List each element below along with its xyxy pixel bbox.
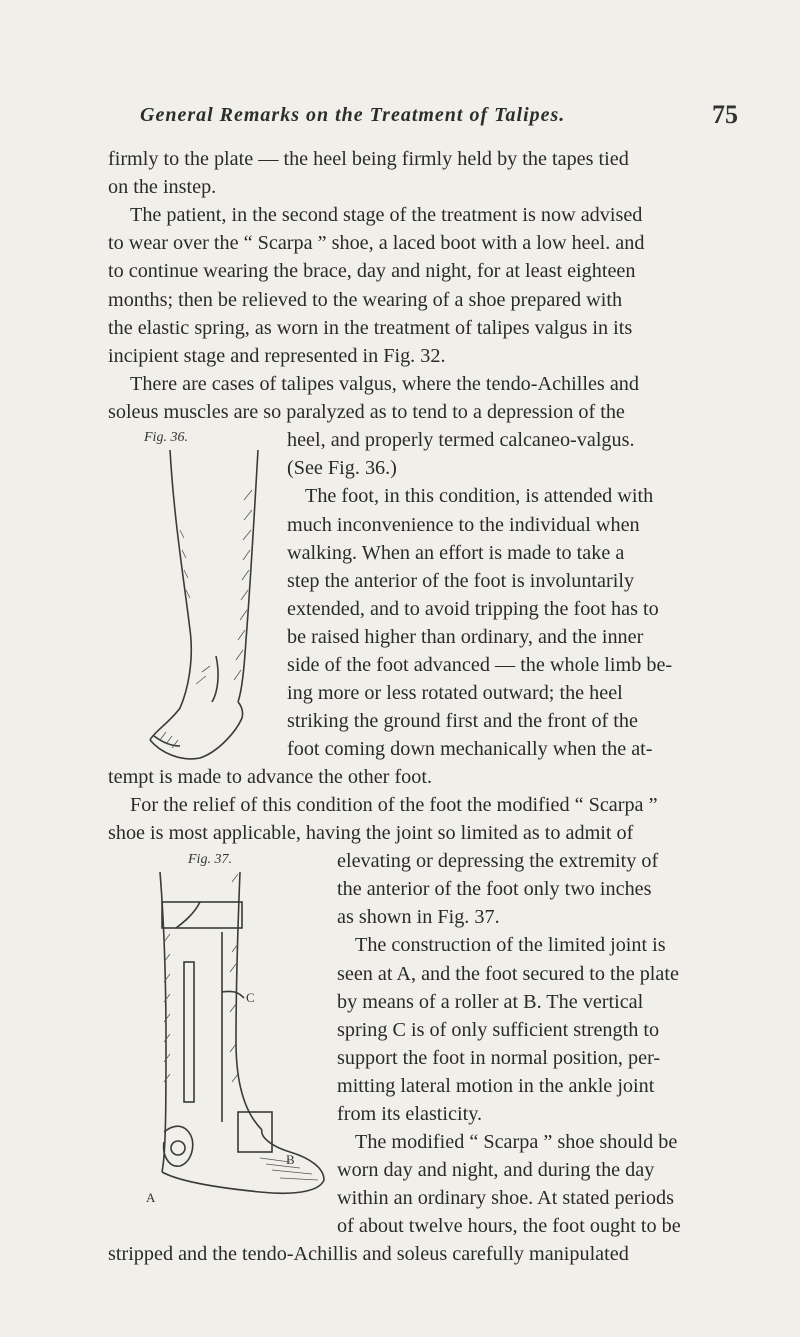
text-line: The patient, in the second stage of the treatment is now advised <box>130 204 643 226</box>
text-line: The foot, in this condition, is attended with <box>305 485 654 507</box>
text-line: be raised higher than ordinary, and the inner <box>287 626 644 648</box>
figure-37-label: Fig. 37. <box>188 852 232 867</box>
figure-36-illustration <box>140 440 280 770</box>
page-number: 75 <box>712 100 738 129</box>
text-line: incipient stage and represented in Fig. 32. <box>108 345 446 367</box>
fig37-label-a: A <box>146 1190 156 1205</box>
figure-36-label: Fig. 36. <box>144 430 188 445</box>
text-line: (See Fig. 36.) <box>287 457 397 479</box>
text-line: worn day and night, and during the day <box>337 1159 655 1181</box>
text-line: step the anterior of the foot is involuntarily <box>287 570 635 592</box>
fig37-label-b: B <box>286 1152 295 1167</box>
text-line: to continue wearing the brace, day and night, for at least eighteen <box>108 260 636 282</box>
text-line: within an ordinary shoe. At stated periods <box>337 1187 674 1209</box>
text-line: walking. When an effort is made to take a <box>287 542 625 564</box>
text-line: elevating or depressing the extremity of <box>337 850 659 872</box>
text-line: the anterior of the foot only two inches <box>337 878 652 900</box>
text-line: on the instep. <box>108 176 217 198</box>
text-line: to wear over the “ Scarpa ” shoe, a laced boot with a low heel. and <box>108 232 645 254</box>
text-line: from its elasticity. <box>337 1103 483 1125</box>
text-line: There are cases of talipes valgus, where the tendo-Achilles and <box>130 373 639 395</box>
text-line: For the relief of this condition of the foot the modified “ Scarpa ” <box>130 794 658 816</box>
text-line: mitting lateral motion in the ankle joint <box>337 1075 655 1097</box>
text-line: seen at A, and the foot secured to the plate <box>337 963 679 985</box>
text-line: tempt is made to advance the other foot. <box>108 766 433 788</box>
text-line: The construction of the limited joint is <box>355 934 666 956</box>
text-line: soleus muscles are so paralyzed as to tend to a depression of the <box>108 401 625 423</box>
text-line: side of the foot advanced — the whole limb be- <box>287 654 673 676</box>
text-line: striking the ground first and the front of the <box>287 710 638 732</box>
text-line: heel, and properly termed calcaneo-valgus. <box>287 429 635 451</box>
text-line: support the foot in normal position, per- <box>337 1047 661 1069</box>
text-line: firmly to the plate — the heel being firmly held by the tapes tied <box>108 148 629 170</box>
text-line: as shown in Fig. 37. <box>337 906 500 928</box>
text-line: extended, and to avoid tripping the foot has to <box>287 598 659 620</box>
text-line: of about twelve hours, the foot ought to be <box>337 1215 681 1237</box>
text-line: shoe is most applicable, having the joint so limited as to admit of <box>108 822 634 844</box>
text-line: the elastic spring, as worn in the treatment of talipes valgus in its <box>108 317 633 339</box>
fig37-label-c: C <box>246 990 255 1005</box>
text-line: spring C is of only sufficient strength to <box>337 1019 660 1041</box>
text-line: months; then be relieved to the wearing of a shoe prepared with <box>108 289 623 311</box>
text-line: stripped and the tendo-Achillis and soleus carefully manipulated <box>108 1243 629 1265</box>
text-line: ing more or less rotated outward; the heel <box>287 682 623 704</box>
text-line: foot coming down mechanically when the at- <box>287 738 653 760</box>
figure-37-illustration <box>140 862 330 1232</box>
text-line: much inconvenience to the individual when <box>287 514 640 536</box>
running-title: General Remarks on the Treatment of Talipes. <box>140 104 566 126</box>
text-line: by means of a roller at B. The vertical <box>337 991 644 1013</box>
text-line: The modified “ Scarpa ” shoe should be <box>355 1131 678 1153</box>
